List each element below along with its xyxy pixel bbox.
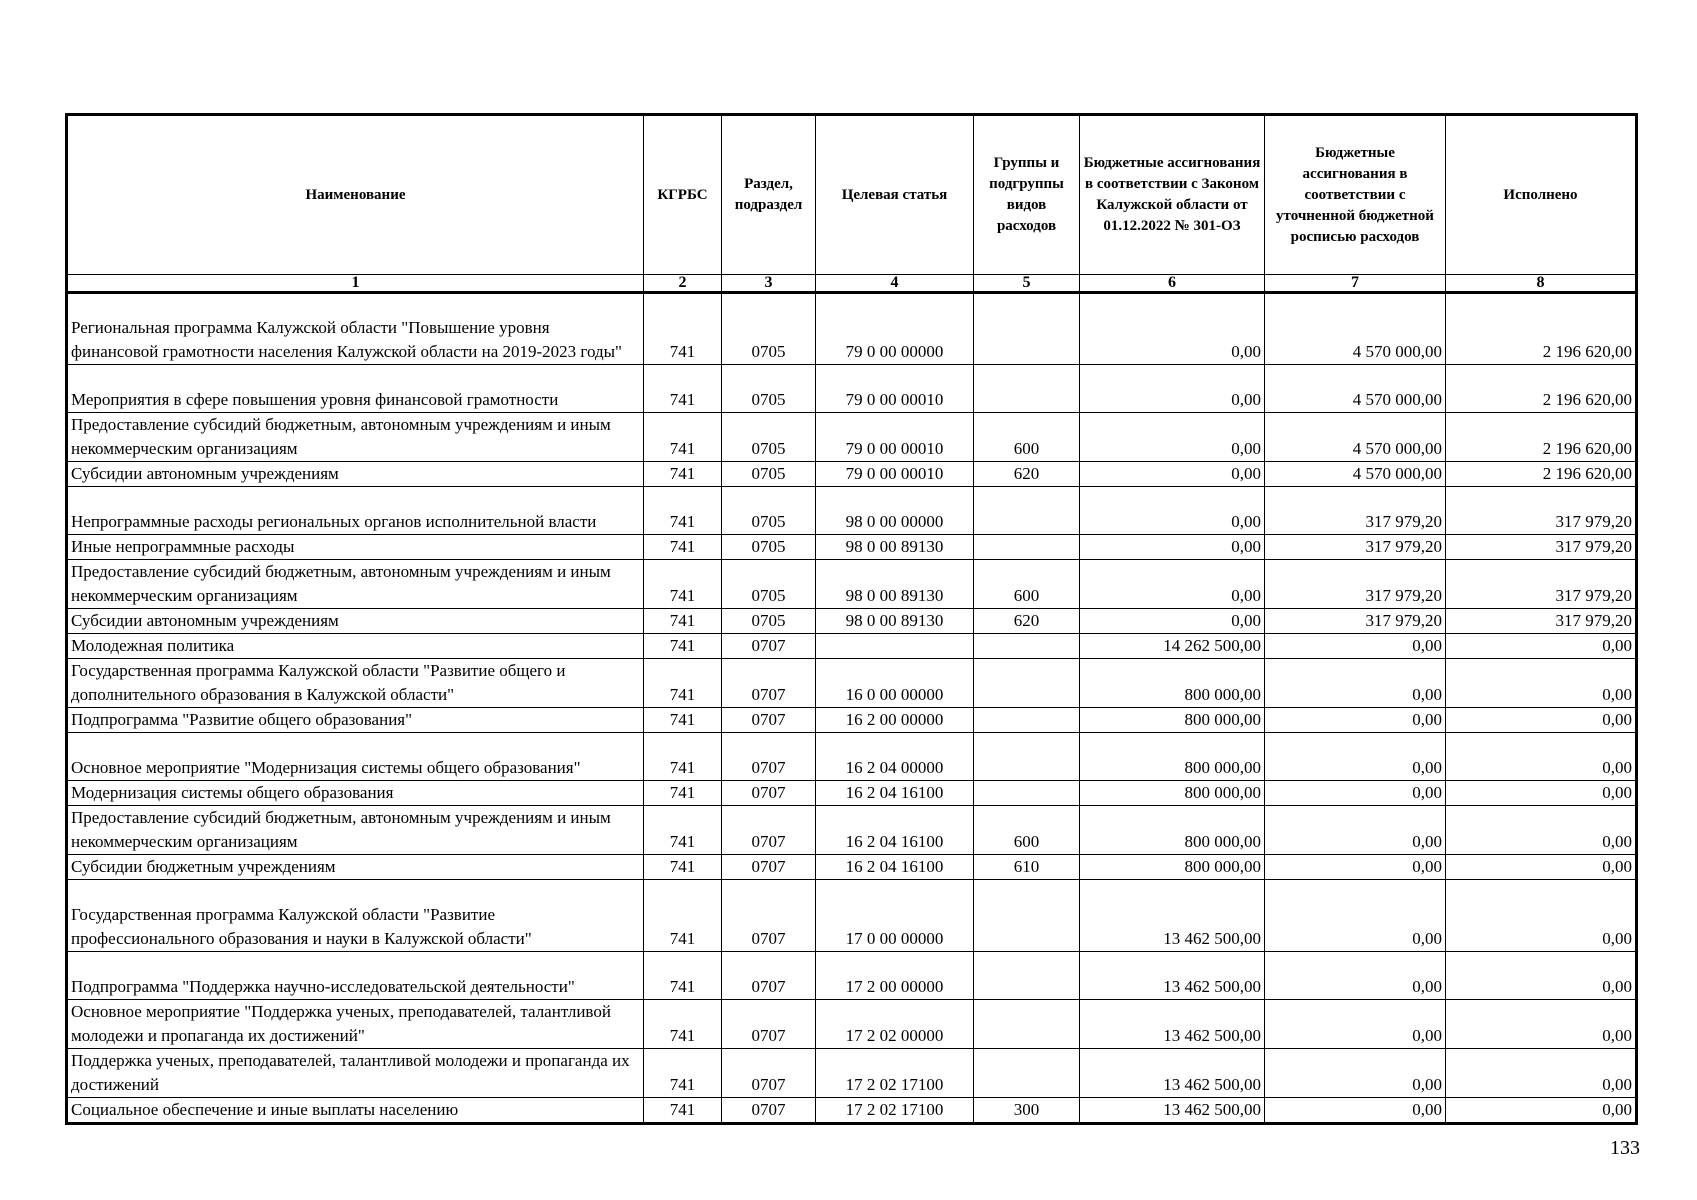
row-name: Субсидии автономным учреждениям <box>67 609 644 634</box>
row-executed-amount: 317 979,20 <box>1446 560 1637 609</box>
row-name: Предоставление субсидий бюджетным, автономным учреждениям и иным некоммерческим организациям <box>67 806 644 855</box>
row-target-article: 98 0 00 89130 <box>816 560 974 609</box>
row-target-article: 79 0 00 00010 <box>816 413 974 462</box>
row-plan-amount: 0,00 <box>1265 733 1446 781</box>
table-row <box>67 708 1637 733</box>
table-row <box>67 1049 1637 1098</box>
row-kgrbs: 741 <box>644 1049 722 1098</box>
row-target-article: 98 0 00 89130 <box>816 535 974 560</box>
row-target-article: 79 0 00 00010 <box>816 462 974 487</box>
row-razdel: 0705 <box>722 293 816 365</box>
row-name: Предоставление субсидий бюджетным, автономным учреждениям и иным некоммерческим организациям <box>67 413 644 462</box>
table-row <box>67 535 1637 560</box>
page-number: 133 <box>1610 1137 1640 1159</box>
row-razdel: 0705 <box>722 462 816 487</box>
row-plan-amount: 0,00 <box>1265 855 1446 880</box>
row-law-amount: 800 000,00 <box>1080 659 1265 708</box>
header-razdel: Раздел, подраздел <box>722 115 816 275</box>
header-number-row <box>67 275 1637 293</box>
row-name: Субсидии автономным учреждениям <box>67 462 644 487</box>
row-law-amount: 800 000,00 <box>1080 733 1265 781</box>
column-number: 1 <box>67 275 644 293</box>
row-expense-group <box>974 781 1080 806</box>
row-expense-group: 600 <box>974 413 1080 462</box>
row-executed-amount: 317 979,20 <box>1446 487 1637 535</box>
header-row <box>67 115 1637 275</box>
row-law-amount: 800 000,00 <box>1080 855 1265 880</box>
row-expense-group <box>974 733 1080 781</box>
row-target-article: 16 2 04 16100 <box>816 781 974 806</box>
row-kgrbs: 741 <box>644 487 722 535</box>
table-row <box>67 293 1637 365</box>
row-target-article: 17 0 00 00000 <box>816 880 974 952</box>
row-name: Основное мероприятие "Поддержка ученых, преподавателей, талантливой молодежи и пропаганда их достижений" <box>67 1000 644 1049</box>
row-expense-group: 610 <box>974 855 1080 880</box>
row-name: Региональная программа Калужской области "Повышение уровня финансовой грамотности населения Калужской области на 2019-2023 годы" <box>67 293 644 365</box>
row-law-amount: 800 000,00 <box>1080 781 1265 806</box>
table-row <box>67 634 1637 659</box>
row-plan-amount: 0,00 <box>1265 634 1446 659</box>
row-kgrbs: 741 <box>644 462 722 487</box>
row-name: Государственная программа Калужской области "Развитие профессионального образования и науки в Калужской области" <box>67 880 644 952</box>
row-target-article: 79 0 00 00010 <box>816 365 974 413</box>
row-kgrbs: 741 <box>644 733 722 781</box>
row-plan-amount: 0,00 <box>1265 952 1446 1000</box>
row-expense-group: 600 <box>974 560 1080 609</box>
row-law-amount: 13 462 500,00 <box>1080 1049 1265 1098</box>
table-row <box>67 487 1637 535</box>
row-razdel: 0707 <box>722 880 816 952</box>
row-plan-amount: 0,00 <box>1265 659 1446 708</box>
row-executed-amount: 2 196 620,00 <box>1446 462 1637 487</box>
row-executed-amount: 0,00 <box>1446 733 1637 781</box>
row-executed-amount: 0,00 <box>1446 1098 1637 1124</box>
row-target-article: 17 2 02 17100 <box>816 1049 974 1098</box>
row-razdel: 0707 <box>722 1000 816 1049</box>
row-name: Мероприятия в сфере повышения уровня финансовой грамотности <box>67 365 644 413</box>
header-name: Наименование <box>67 115 644 275</box>
row-plan-amount: 317 979,20 <box>1265 560 1446 609</box>
row-kgrbs: 741 <box>644 659 722 708</box>
row-kgrbs: 741 <box>644 535 722 560</box>
row-name: Предоставление субсидий бюджетным, автономным учреждениям и иным некоммерческим организациям <box>67 560 644 609</box>
column-number: 8 <box>1446 275 1637 293</box>
row-target-article: 17 2 02 00000 <box>816 1000 974 1049</box>
row-name: Иные непрограммные расходы <box>67 535 644 560</box>
row-expense-group: 600 <box>974 806 1080 855</box>
row-razdel: 0705 <box>722 609 816 634</box>
row-executed-amount: 0,00 <box>1446 634 1637 659</box>
header-vid: Группы и подгруппы видов расходов <box>974 115 1080 275</box>
row-plan-amount: 317 979,20 <box>1265 609 1446 634</box>
row-executed-amount: 317 979,20 <box>1446 535 1637 560</box>
header-law: Бюджетные ассигнования в соответствии с Законом Калужской области от 01.12.2022 № 301-ОЗ <box>1080 115 1265 275</box>
table-row <box>67 806 1637 855</box>
row-kgrbs: 741 <box>644 413 722 462</box>
table-row <box>67 462 1637 487</box>
column-number: 3 <box>722 275 816 293</box>
row-executed-amount: 2 196 620,00 <box>1446 293 1637 365</box>
row-law-amount: 14 262 500,00 <box>1080 634 1265 659</box>
row-plan-amount: 0,00 <box>1265 1098 1446 1124</box>
row-name: Основное мероприятие "Модернизация системы общего образования" <box>67 733 644 781</box>
row-executed-amount: 317 979,20 <box>1446 609 1637 634</box>
row-razdel: 0707 <box>722 855 816 880</box>
row-kgrbs: 741 <box>644 365 722 413</box>
header-done: Исполнено <box>1446 115 1637 275</box>
row-target-article: 17 2 00 00000 <box>816 952 974 1000</box>
row-law-amount: 0,00 <box>1080 560 1265 609</box>
row-executed-amount: 0,00 <box>1446 781 1637 806</box>
row-executed-amount: 2 196 620,00 <box>1446 413 1637 462</box>
row-plan-amount: 4 570 000,00 <box>1265 413 1446 462</box>
row-law-amount: 800 000,00 <box>1080 806 1265 855</box>
row-plan-amount: 0,00 <box>1265 1049 1446 1098</box>
row-expense-group <box>974 634 1080 659</box>
column-number: 5 <box>974 275 1080 293</box>
row-name: Подпрограмма "Развитие общего образования" <box>67 708 644 733</box>
row-target-article <box>816 634 974 659</box>
row-executed-amount: 0,00 <box>1446 1000 1637 1049</box>
row-razdel: 0707 <box>722 952 816 1000</box>
row-expense-group <box>974 659 1080 708</box>
table-row <box>67 560 1637 609</box>
table-row <box>67 952 1637 1000</box>
budget-table <box>65 113 1638 1125</box>
row-plan-amount: 317 979,20 <box>1265 487 1446 535</box>
row-executed-amount: 0,00 <box>1446 659 1637 708</box>
row-razdel: 0705 <box>722 560 816 609</box>
row-razdel: 0707 <box>722 708 816 733</box>
row-kgrbs: 741 <box>644 855 722 880</box>
row-name: Государственная программа Калужской области "Развитие общего и дополнительного образования в Калужской области" <box>67 659 644 708</box>
row-name: Непрограммные расходы региональных органов исполнительной власти <box>67 487 644 535</box>
row-expense-group <box>974 365 1080 413</box>
column-number: 6 <box>1080 275 1265 293</box>
row-razdel: 0705 <box>722 365 816 413</box>
row-name: Молодежная политика <box>67 634 644 659</box>
row-expense-group <box>974 487 1080 535</box>
row-expense-group <box>974 1000 1080 1049</box>
row-target-article: 16 0 00 00000 <box>816 659 974 708</box>
row-plan-amount: 0,00 <box>1265 880 1446 952</box>
row-executed-amount: 0,00 <box>1446 1049 1637 1098</box>
row-law-amount: 13 462 500,00 <box>1080 880 1265 952</box>
row-kgrbs: 741 <box>644 609 722 634</box>
row-kgrbs: 741 <box>644 708 722 733</box>
row-name: Подпрограмма "Поддержка научно-исследовательской деятельности" <box>67 952 644 1000</box>
table-row <box>67 1098 1637 1124</box>
table-row <box>67 855 1637 880</box>
budget-table-container <box>65 113 1635 1125</box>
row-name: Поддержка ученых, преподавателей, талантливой молодежи и пропаганда их достижений <box>67 1049 644 1098</box>
row-razdel: 0707 <box>722 806 816 855</box>
row-law-amount: 0,00 <box>1080 487 1265 535</box>
row-plan-amount: 4 570 000,00 <box>1265 365 1446 413</box>
table-row <box>67 659 1637 708</box>
table-row <box>67 781 1637 806</box>
row-law-amount: 800 000,00 <box>1080 708 1265 733</box>
row-executed-amount: 0,00 <box>1446 855 1637 880</box>
row-plan-amount: 317 979,20 <box>1265 535 1446 560</box>
row-razdel: 0705 <box>722 535 816 560</box>
column-number: 4 <box>816 275 974 293</box>
row-target-article: 17 2 02 17100 <box>816 1098 974 1124</box>
row-law-amount: 0,00 <box>1080 365 1265 413</box>
row-razdel: 0707 <box>722 1098 816 1124</box>
row-law-amount: 0,00 <box>1080 413 1265 462</box>
row-razdel: 0707 <box>722 634 816 659</box>
row-expense-group <box>974 952 1080 1000</box>
row-law-amount: 0,00 <box>1080 535 1265 560</box>
row-expense-group: 300 <box>974 1098 1080 1124</box>
row-plan-amount: 4 570 000,00 <box>1265 293 1446 365</box>
row-razdel: 0707 <box>722 781 816 806</box>
row-law-amount: 0,00 <box>1080 462 1265 487</box>
row-name: Модернизация системы общего образования <box>67 781 644 806</box>
row-razdel: 0707 <box>722 733 816 781</box>
row-executed-amount: 2 196 620,00 <box>1446 365 1637 413</box>
column-number: 2 <box>644 275 722 293</box>
row-law-amount: 0,00 <box>1080 293 1265 365</box>
row-kgrbs: 741 <box>644 293 722 365</box>
row-target-article: 16 2 04 16100 <box>816 855 974 880</box>
row-name: Социальное обеспечение и иные выплаты населению <box>67 1098 644 1124</box>
row-executed-amount: 0,00 <box>1446 880 1637 952</box>
row-executed-amount: 0,00 <box>1446 806 1637 855</box>
row-expense-group <box>974 535 1080 560</box>
row-expense-group <box>974 1049 1080 1098</box>
table-row <box>67 609 1637 634</box>
table-row <box>67 413 1637 462</box>
row-plan-amount: 0,00 <box>1265 781 1446 806</box>
row-kgrbs: 741 <box>644 560 722 609</box>
row-razdel: 0705 <box>722 487 816 535</box>
row-executed-amount: 0,00 <box>1446 952 1637 1000</box>
row-razdel: 0707 <box>722 1049 816 1098</box>
row-target-article: 16 2 04 00000 <box>816 733 974 781</box>
row-expense-group <box>974 293 1080 365</box>
table-row <box>67 1000 1637 1049</box>
row-expense-group: 620 <box>974 609 1080 634</box>
row-kgrbs: 741 <box>644 880 722 952</box>
row-kgrbs: 741 <box>644 806 722 855</box>
header-kgrbs: КГРБС <box>644 115 722 275</box>
row-target-article: 79 0 00 00000 <box>816 293 974 365</box>
row-law-amount: 13 462 500,00 <box>1080 952 1265 1000</box>
row-kgrbs: 741 <box>644 634 722 659</box>
row-executed-amount: 0,00 <box>1446 708 1637 733</box>
row-target-article: 98 0 00 00000 <box>816 487 974 535</box>
row-law-amount: 13 462 500,00 <box>1080 1000 1265 1049</box>
table-body <box>67 293 1637 1124</box>
row-expense-group <box>974 708 1080 733</box>
row-kgrbs: 741 <box>644 1000 722 1049</box>
header-plan: Бюджетные ассигнования в соответствии с уточненной бюджетной росписью расходов <box>1265 115 1446 275</box>
row-kgrbs: 741 <box>644 952 722 1000</box>
row-razdel: 0705 <box>722 413 816 462</box>
table-row <box>67 365 1637 413</box>
row-kgrbs: 741 <box>644 1098 722 1124</box>
row-law-amount: 13 462 500,00 <box>1080 1098 1265 1124</box>
table-row <box>67 733 1637 781</box>
row-expense-group <box>974 880 1080 952</box>
column-number: 7 <box>1265 275 1446 293</box>
table-row <box>67 880 1637 952</box>
row-plan-amount: 4 570 000,00 <box>1265 462 1446 487</box>
row-target-article: 98 0 00 89130 <box>816 609 974 634</box>
row-target-article: 16 2 04 16100 <box>816 806 974 855</box>
row-kgrbs: 741 <box>644 781 722 806</box>
row-target-article: 16 2 00 00000 <box>816 708 974 733</box>
row-plan-amount: 0,00 <box>1265 806 1446 855</box>
row-expense-group: 620 <box>974 462 1080 487</box>
row-razdel: 0707 <box>722 659 816 708</box>
row-name: Субсидии бюджетным учреждениям <box>67 855 644 880</box>
row-plan-amount: 0,00 <box>1265 708 1446 733</box>
row-law-amount: 0,00 <box>1080 609 1265 634</box>
header-statya: Целевая статья <box>816 115 974 275</box>
row-plan-amount: 0,00 <box>1265 1000 1446 1049</box>
